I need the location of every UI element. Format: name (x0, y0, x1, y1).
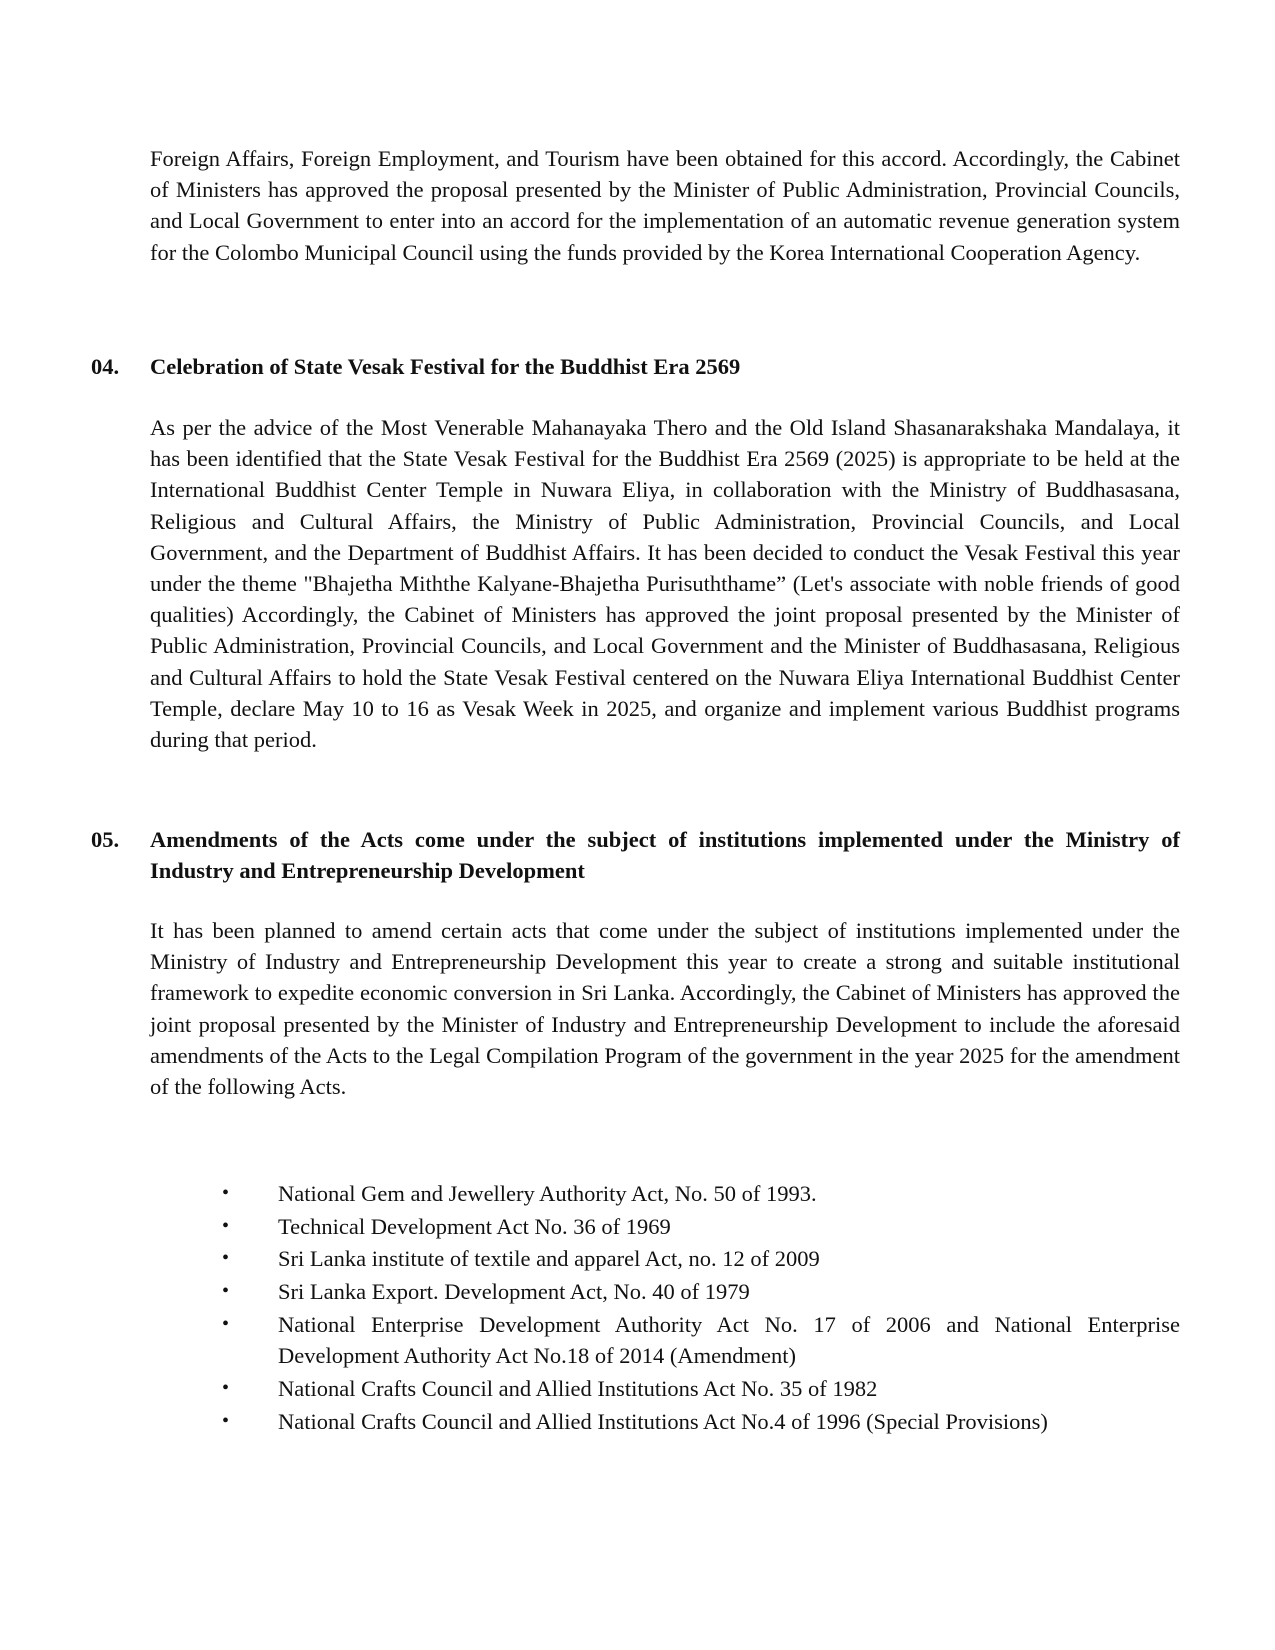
act-text: National Enterprise Development Authority Act No. 17 of 2006 and National Enterprise Development Authority Act No.18 of 2014 (Amendment) (278, 1311, 1180, 1369)
section-05-number: 05. (91, 827, 120, 852)
list-item (150, 1406, 1180, 1438)
bullet-icon: • (222, 1312, 230, 1335)
section-05-body: It has been planned to amend certain acts that come under the subject of institutions implemented under the Ministry of Industry and Entrepreneurship Development this year to create a strong and suitable institutional framework to expedite economic conversion in Sri Lanka. Accordingly, the Cabinet of Ministers has approved the joint proposal presented by the Minister of Industry and Entrepreneurship Development to include the aforesaid amendments of the Acts to the Legal Compilation Program of the government in the year 2025 for the amendment of the following Acts. (150, 918, 1180, 1100)
section-04-body: As per the advice of the Most Venerable Mahanayaka Thero and the Old Island Shasanarakshaka Mandalaya, it has been identified that the State Vesak Festival for the Buddhist Era 2569 (2025) is appropriate to be held at the International Buddhist Center Temple in Nuwara Eliya, in collaboration with the Ministry of Buddhasasana, Religious and Cultural Affairs, the Ministry of Public Administration, Provincial Councils, and Local Government, and the Department of Buddhist Affairs. It has been decided to conduct the Vesak Festival this year under the theme "Bhajetha Miththe Kalyane-Bhajetha Purisuththame” (Let's associate with noble friends of good qualities) Accordingly, the Cabinet of Ministers has approved the joint proposal presented by the Minister of Public Administration, Provincial Councils, and Local Government and the Minister of Buddhasasana, Religious and Cultural Affairs to hold the State Vesak Festival centered on the Nuwara Eliya International Buddhist Center Temple, declare May 10 to 16 as Vesak Week in 2025, and organize and implement various Buddhist programs during that period. (150, 415, 1180, 753)
act-text: National Crafts Council and Allied Institutions Act No.4 of 1996 (Special Provisions) (278, 1408, 1048, 1434)
act-text: National Crafts Council and Allied Institutions Act No. 35 of 1982 (278, 1375, 878, 1401)
bullet-icon: • (222, 1247, 230, 1270)
bullet-icon: • (222, 1376, 230, 1399)
acts-list (150, 1178, 1180, 1438)
list-item (150, 1178, 1180, 1210)
bullet-icon: • (222, 1214, 230, 1237)
intro-paragraph: Foreign Affairs, Foreign Employment, and Tourism have been obtained for this accord. Accordingly, the Cabinet of Ministers has approved the proposal presented by the Minister of Public Administration, Provincial Councils, and Local Government to enter into an accord for the implementation of an automatic revenue generation system for the Colombo Municipal Council using the funds provided by the Korea International Cooperation Agency. (150, 146, 1180, 265)
act-text: National Gem and Jewellery Authority Act, No. 50 of 1993. (278, 1181, 817, 1206)
list-item (150, 1276, 1180, 1308)
section-05-title: Amendments of the Acts come under the subject of institutions implemented under the Ministry of Industry and Entrepreneurship Development (150, 827, 1180, 883)
bullet-icon: • (222, 1280, 230, 1303)
bullet-icon: • (222, 1182, 230, 1204)
list-item (150, 1309, 1180, 1372)
bullet-icon: • (222, 1409, 230, 1432)
list-item (150, 1211, 1180, 1243)
list-item (150, 1243, 1180, 1275)
act-text: Technical Development Act No. 36 of 1969 (278, 1213, 671, 1239)
list-item (150, 1373, 1180, 1405)
section-04-title: Celebration of State Vesak Festival for the Buddhist Era 2569 (150, 354, 741, 379)
section-04-number: 04. (91, 354, 120, 379)
act-text: Sri Lanka institute of textile and apparel Act, no. 12 of 2009 (278, 1246, 820, 1272)
act-text: Sri Lanka Export. Development Act, No. 40 of 1979 (278, 1279, 750, 1305)
